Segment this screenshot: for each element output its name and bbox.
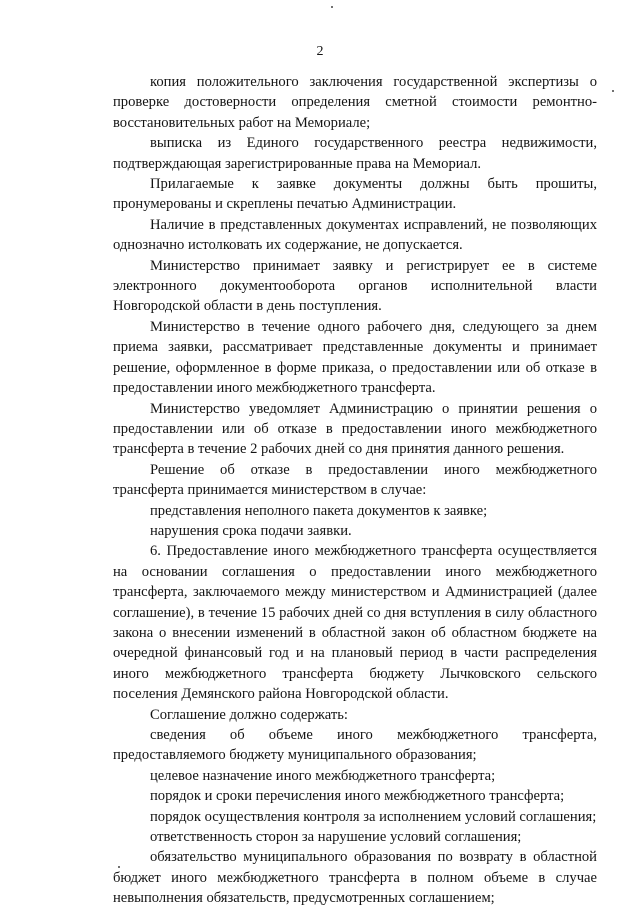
paragraph-transfer-volume: сведения об объеме иного межбюджетного трансферта, предоставляемого бюджету муниципального образования; (113, 727, 597, 764)
scan-speck (612, 90, 614, 92)
page-number: 2 (316, 44, 324, 59)
paragraph-refusal-cases: Решение об отказе в предоставлении иного межбюджетного трансферта принимается министерством в случае: (113, 461, 597, 499)
paragraph-purpose: целевое назначение иного межбюджетного трансферта; (150, 767, 496, 784)
paragraph-return-obligation: обязательство муниципального образования по возврату в областной бюджет иного межбюджетного трансферта в полном объеме в случае невыполнения обязательств, предусмотренных соглашением; (113, 849, 597, 907)
paragraph-section-6: 6. Предоставление иного межбюджетного трансферта осуществляется на основании соглашения о предоставлении иного межбюджетного трансферта, заключаемого между министерством и Администрацией (далее соглашение), в течение 15 рабочих дней со дня вступления в силу областного закона о внесении изменений в областной закон об областном бюджете на очередной финансовый год и на плановый период в части распределения иного межбюджетного трансферта бюджету Лычковского сельского поселения Демянского района Новгородской области. (113, 543, 597, 703)
paragraph-incomplete-package: представления неполного пакета документов к заявке; (150, 502, 488, 519)
paragraph-no-corrections: Наличие в представленных документах исправлений, не позволяющих однозначно истолковать их содержание, не допускается. (113, 216, 597, 254)
paragraph-review-decision: Министерство в течение одного рабочего дня, следующего за днем приема заявки, рассматривает представленные документы и принимает решение, оформленное в форме приказа, о предоставлении или об отказе в предоставлении иного межбюджетного трансферта. (113, 318, 597, 397)
scan-speck (118, 866, 120, 868)
paragraph-expertise-conclusion: копия положительного заключения государственной экспертизы о проверке достоверности определения сметной стоимости ремонтно-восстановительных работ на Мемориале; (113, 74, 597, 131)
paragraph-transfer-schedule: порядок и сроки перечисления иного межбюджетного трансферта; (150, 788, 565, 805)
paragraph-registry-extract: выписка из Единого государственного реестра недвижимости, подтверждающая зарегистрированные права на Мемориал. (113, 135, 597, 172)
paragraph-deadline-violation: нарушения срока подачи заявки. (150, 522, 352, 539)
paragraph-control: порядок осуществления контроля за исполнением условий соглашения; (150, 808, 597, 825)
paragraph-application-registration: Министерство принимает заявку и регистрирует ее в системе электронного документооборота органов исполнительной власти Новгородской области в день поступления. (113, 257, 597, 315)
scan-speck (331, 6, 333, 8)
paragraph-agreement-contents: Соглашение должно содержать: (150, 706, 348, 723)
paragraph-notification: Министерство уведомляет Администрацию о принятии решения о предоставлении или об отказе в предоставлении иного межбюджетного трансферта в течение 2 рабочих дней со дня принятия данного решения. (113, 400, 597, 458)
paragraph-responsibility: ответственность сторон за нарушение условий соглашения; (150, 829, 522, 846)
paragraph-documents-bound: Прилагаемые к заявке документы должны быть прошиты, пронумерованы и скреплены печатью Администрации. (113, 176, 597, 213)
document-body (113, 72, 597, 909)
